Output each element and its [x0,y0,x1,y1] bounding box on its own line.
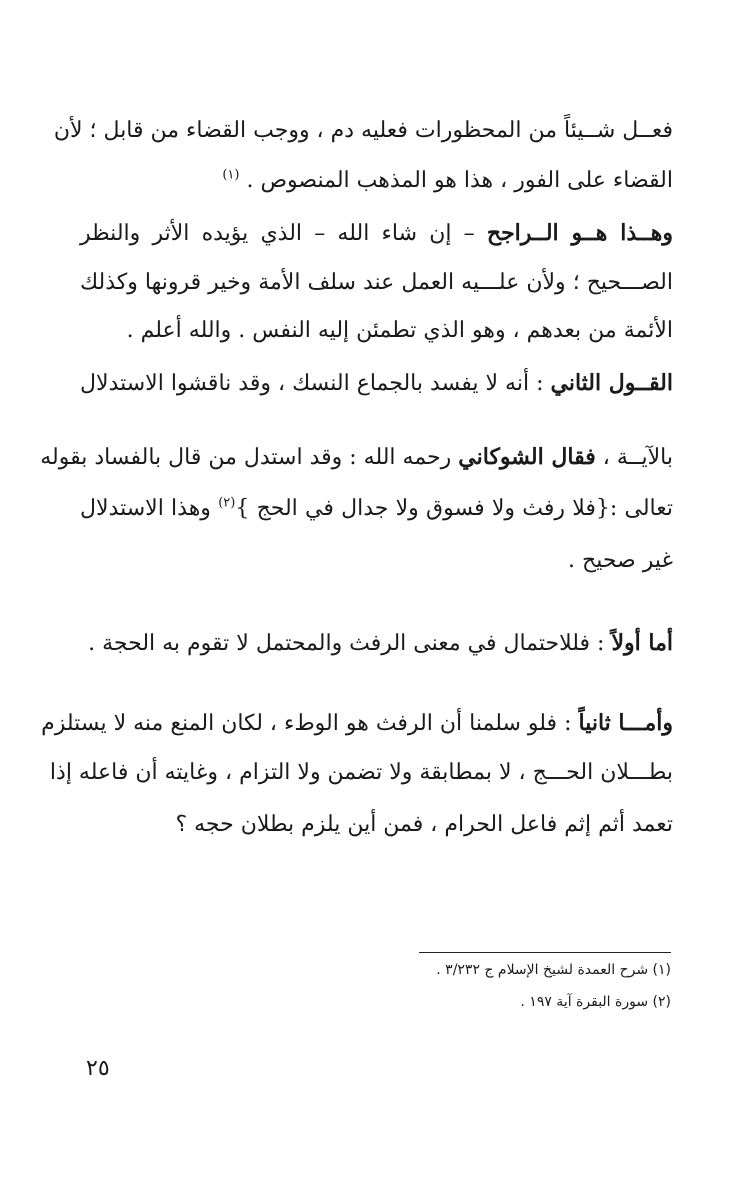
footnote-ref-1: (١) [222,167,240,183]
paragraph-3-lead: القــول الثاني [550,370,673,396]
paragraph-3-line-4: غير صحيح . [568,548,673,573]
author-name: فقال الشوكاني [458,444,596,470]
footnote-divider [419,952,671,953]
paragraph-4-line-1: أما أولاً : فللاحتمال في معنى الرفث والمحتمل لا تقوم به الحجة . [88,630,673,656]
paragraph-3-line-2: بالآيــة ، فقال الشوكاني رحمه الله : وقد استدل من قال بالفساد بقوله [40,444,673,470]
paragraph-2-line-1: وهــذا هــو الــراجح – إن شاء الله – الذي يؤيده الأثر والنظر [80,220,673,246]
paragraph-2-line-3: الأئمة من بعدهم ، وهو الذي تطمئن إليه النفس . والله أعلم . [126,318,673,343]
paragraph-2-line-2: الصـــحيح ؛ ولأن علـــيه العمل عند سلف الأمة وخير قرونها وكذلك [80,270,673,295]
paragraph-3-line-3: تعالى :{فلا رفث ولا فسوق ولا جدال في الحج }$^{(٢)}$ وهذا الاستدلال [80,495,673,521]
paragraph-3-line-1: القــول الثاني : أنه لا يفسد بالجماع النسك ، وقد ناقشوا الاستدلال [80,370,673,396]
paragraph-5-line-3: تعمد أثم إثم فاعل الحرام ، فمن أين يلزم بطلان حجه ؟ [175,812,673,837]
footnote-1: (١) شرح العمدة لشيخ الإسلام ج ٣/٢٣٢ . [436,962,671,978]
paragraph-1-line-1: فعــل شــيئاً من المحظورات فعليه دم ، ووجب القضاء من قابل ؛ لأن [53,118,673,143]
paragraph-1-line-2: القضاء على الفور ، هذا هو المذهب المنصوص . $^{(١)}$ [222,167,673,193]
footnote-ref-2: (٢) [218,495,236,511]
paragraph-5-lead: وأمـــا ثانياً [578,710,673,736]
paragraph-2-lead: وهــذا هــو الــراجح [486,220,673,246]
paragraph-5-line-2: بطـــلان الحـــج ، لا بمطابقة ولا تضمن ولا التزام ، وغايته أن فاعله إذا [49,760,673,785]
paragraph-5-line-1: وأمـــا ثانياً : فلو سلمنا أن الرفث هو الوطء ، لكان المنع منه لا يستلزم [41,710,673,736]
page-number: ٢٥ [86,1056,110,1081]
paragraph-4-lead: أما أولاً [611,630,673,656]
footnote-2: (٢) سورة البقرة آية ١٩٧ . [520,994,671,1010]
